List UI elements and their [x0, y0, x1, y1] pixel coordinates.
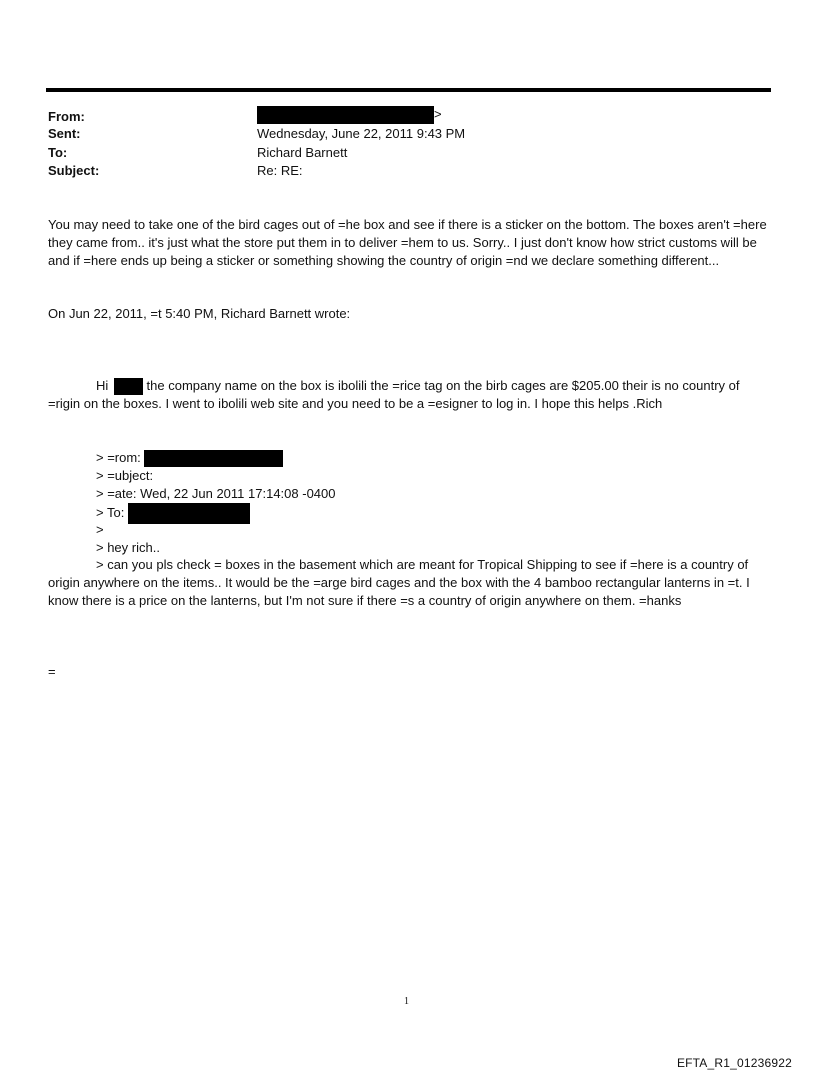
redaction-block	[128, 503, 250, 524]
body-paragraph: You may need to take one of the bird cages out of =he box and see if there is a sticker on the bottom. The boxes aren't =here they came from.. it's just what the store put them in to deliver =hem to us. Sorry.. I just don't know how strict customs will be and if =here ends up being a sticker or something showing the country of origin =nd we declare something different...	[48, 217, 767, 268]
quoted-to-label: > To:	[96, 504, 125, 520]
reply-greeting: Hi	[96, 378, 109, 393]
reply-attribution: On Jun 22, 2011, =t 5:40 PM, Richard Barnett wrote:	[48, 306, 351, 321]
from-suffix: >	[434, 106, 442, 122]
quoted-from-label: > =rom:	[96, 450, 141, 465]
from-label: From:	[48, 109, 85, 124]
quoted-greeting-line: > hey rich..	[96, 540, 160, 555]
trailing-equals: =	[48, 664, 56, 679]
subject-label: Subject:	[48, 163, 100, 178]
header-rule	[46, 88, 771, 92]
sent-label: Sent:	[48, 126, 81, 141]
page-number: 1	[404, 996, 409, 1007]
from-value	[257, 106, 442, 124]
reply-paragraph	[48, 377, 770, 413]
document-id: EFTA_R1_01236922	[676, 1056, 792, 1070]
quoted-to-line	[96, 503, 250, 524]
reply-text: the company name on the box is ibolili the =rice tag on the birb cages are $205.00 their is no country of =rigin on the boxes. I went to ibolili web site and you need to be a =esigner to log in. I hope this helps .Rich	[48, 378, 740, 412]
quoted-date-line: > =ate: Wed, 22 Jun 2011 17:14:08 -0400	[96, 486, 336, 501]
redaction-block	[114, 378, 143, 395]
to-value: Richard Barnett	[257, 145, 348, 160]
subject-value: Re: RE:	[257, 163, 303, 178]
quoted-subject-line: > =ubject:	[96, 468, 154, 483]
quoted-message	[48, 556, 770, 610]
quoted-message-text: > can you pls check = boxes in the basement which are meant for Tropical Shipping to see if =here is a country of origin anywhere on the items.. It would be the =arge bird cages and the box with the 4 bamboo rectangular lanterns in =t. I know there is a price on the lanterns, but I'm not sure if there =s a country of origin anywhere on them. =hanks	[48, 557, 750, 608]
redaction-block	[257, 106, 434, 124]
quoted-blank-line: >	[96, 522, 104, 537]
quoted-from-line	[96, 449, 283, 467]
redaction-block	[144, 450, 283, 467]
sent-value: Wednesday, June 22, 2011 9:43 PM	[257, 126, 466, 141]
to-label: To:	[48, 145, 68, 160]
